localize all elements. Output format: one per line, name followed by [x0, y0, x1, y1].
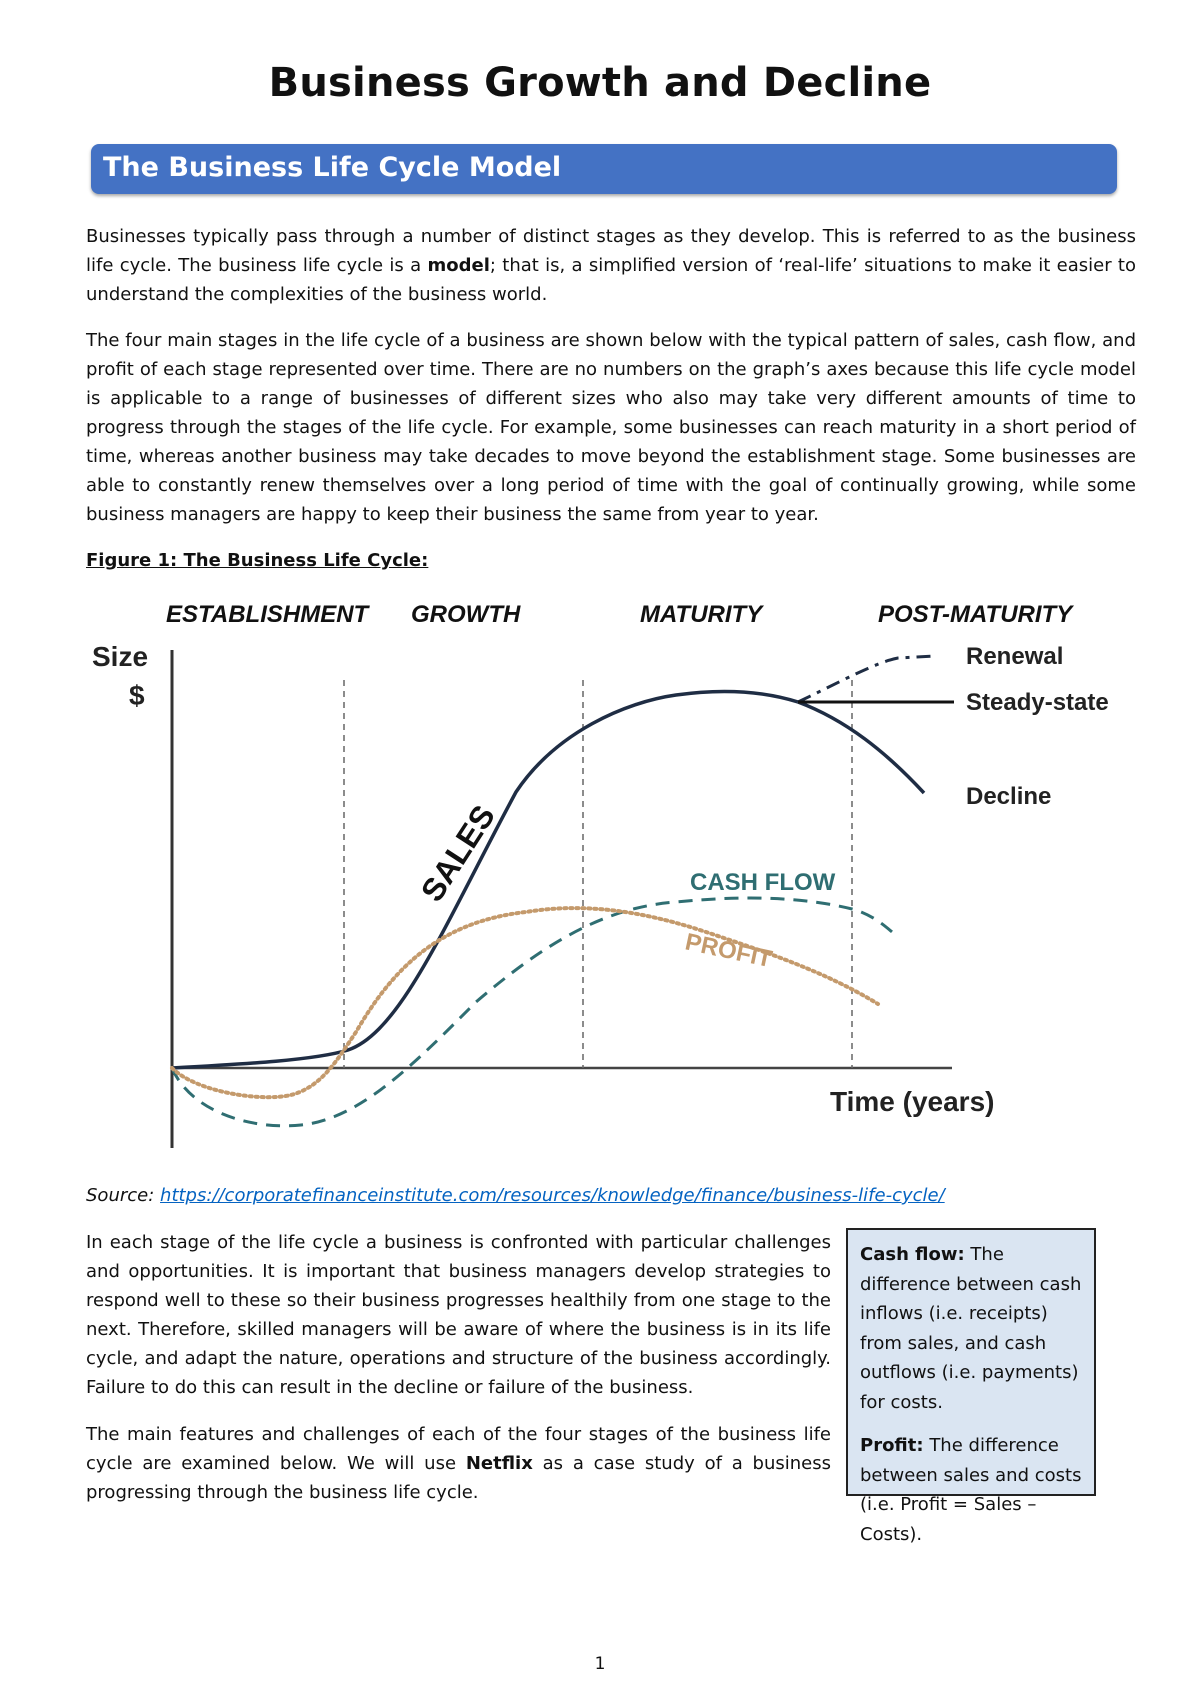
cash-flow-label: CASH FLOW: [690, 869, 836, 896]
challenges-paragraph: In each stage of the life cycle a business is confronted with particular challenges and opportunities. It is important that business managers develop strategies to respond well to these so their business progresses healthily from one stage to the next. Therefore, skilled managers will be aware of where the business is in its life cycle, and adapt the nature, operations and structure of the business accordingly. Failure to do this can result in the decline or failure of the business.: [86, 1232, 831, 1398]
source-line: [86, 1185, 945, 1206]
y-axis-label-size: Size: [92, 641, 149, 672]
definitions-box: [846, 1228, 1096, 1545]
profit-definition: Profit: The difference between sales and costs (i.e. Profit = Sales – Costs).: [860, 1435, 1082, 1545]
life-cycle-chart: [86, 592, 1136, 1162]
section-heading: The Business Life Cycle Model: [103, 152, 562, 183]
source-link[interactable]: https://corporatefinanceinstitute.com/resources/knowledge/finance/business-life-cycle/: [160, 1185, 945, 1206]
renewal-curve: [798, 656, 934, 702]
stages-paragraph: The four main stages in the life cycle of a business are shown below with the typical pattern of sales, cash flow, and profit of each stage represented over time. There are no numbers on the graph’s axes because this life cycle model is applicable to a range of businesses of different sizes who also may take very different amounts of time to progress through the stages of the life cycle. For example, some businesses can reach maturity in a short period of time, whereas another business may take decades to move beyond the establishment stage. Some businesses are able to constantly renew themselves over a long period of time with the goal of continually growing, while some business managers are happy to keep their business the same from year to year.: [86, 330, 1136, 525]
decline-label: Decline: [966, 783, 1052, 810]
sales-label: SALES: [413, 798, 502, 908]
renewal-label: Renewal: [966, 643, 1064, 670]
x-axis-label: Time (years): [830, 1086, 995, 1117]
section-heading-banner: [91, 144, 1117, 194]
netflix-paragraph: The main features and challenges of each of the four stages of the business life cycle are examined below. We will use Netflix as a case study of a business progressing through the business life cycle.: [86, 1424, 831, 1503]
y-axis-label-dollar: $: [129, 680, 145, 711]
stage-label-post-maturity: POST-MATURITY: [878, 601, 1073, 628]
cash-flow-definition: Cash flow: The difference between cash inflows (i.e. receipts) from sales, and cash outflows (i.e. payments) for costs.: [860, 1244, 1082, 1413]
netflix-bold: Netflix: [465, 1453, 533, 1474]
source-label: Source:: [86, 1185, 155, 1206]
stage-label-growth: GROWTH: [411, 601, 521, 628]
stage-label-maturity: MATURITY: [640, 601, 763, 628]
cash-flow-curve: [172, 898, 898, 1126]
profit-label: PROFIT: [682, 928, 775, 974]
figure-label: Figure 1: The Business Life Cycle:: [86, 550, 429, 571]
page-number: 1: [594, 1654, 606, 1674]
stage-label-establishment: ESTABLISHMENT: [166, 601, 369, 628]
steady-state-label: Steady-state: [966, 689, 1109, 716]
page-title: Business Growth and Decline: [268, 60, 932, 106]
intro-paragraph: Businesses typically pass through a number of distinct stages as they develop. This is referred to as the business life cycle. The business life cycle is a model; that is, a simplified version of ‘real-life’ situations to make it easier to understand the complexities of the business world.: [86, 226, 1137, 305]
model-bold: model: [427, 255, 490, 276]
decline-curve: [798, 702, 924, 793]
